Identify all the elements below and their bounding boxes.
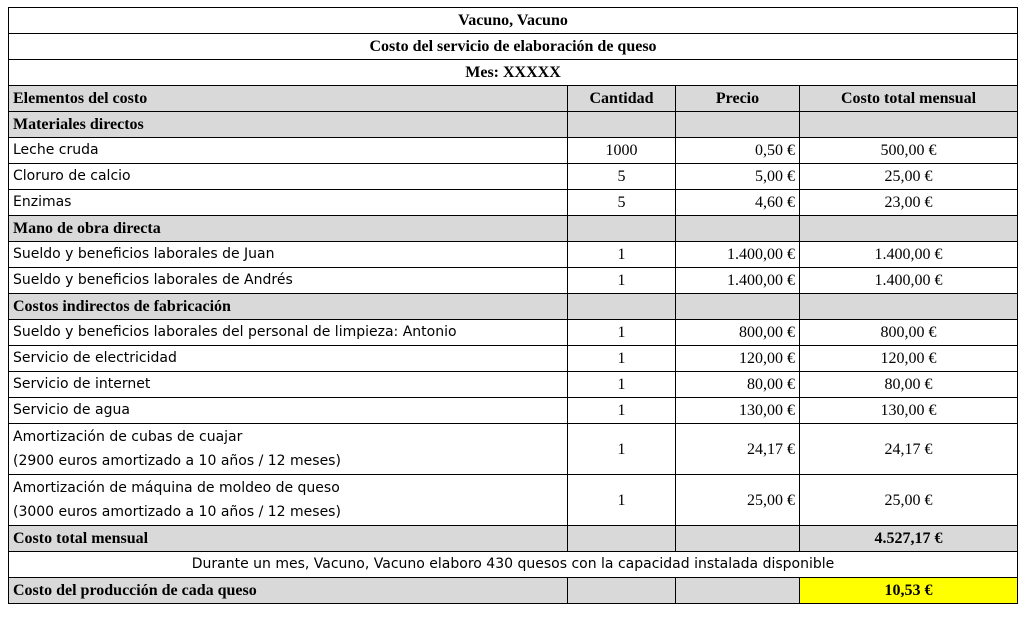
table-row bbox=[9, 346, 1018, 372]
row-qty: 5 bbox=[568, 164, 676, 190]
row-label: Leche cruda bbox=[9, 138, 568, 164]
row-price: 1.400,00 € bbox=[676, 242, 800, 268]
row-price: 130,00 € bbox=[676, 398, 800, 424]
section-label: Mano de obra directa bbox=[9, 216, 568, 242]
row-total: 1.400,00 € bbox=[800, 242, 1018, 268]
row-label: Enzimas bbox=[9, 190, 568, 216]
production-note: Durante un mes, Vacuno, Vacuno elaboro 430 quesos con la capacidad instalada disponible bbox=[9, 552, 1018, 578]
row-qty: 5 bbox=[568, 190, 676, 216]
row-price: 24,17 € bbox=[676, 424, 800, 475]
row-total: 23,00 € bbox=[800, 190, 1018, 216]
section-materials bbox=[9, 112, 1018, 138]
row-qty: 1 bbox=[568, 346, 676, 372]
total-label: Costo total mensual bbox=[9, 526, 568, 552]
unit-cost-row bbox=[9, 578, 1018, 604]
total-row bbox=[9, 526, 1018, 552]
row-qty: 1 bbox=[568, 398, 676, 424]
row-price: 5,00 € bbox=[676, 164, 800, 190]
section-labor bbox=[9, 216, 1018, 242]
header-price: Precio bbox=[676, 86, 800, 112]
row-qty: 1000 bbox=[568, 138, 676, 164]
row-price: 25,00 € bbox=[676, 475, 800, 526]
row-total: 24,17 € bbox=[800, 424, 1018, 475]
table-row bbox=[9, 424, 1018, 475]
total-value: 4.527,17 € bbox=[800, 526, 1018, 552]
header-row bbox=[9, 86, 1018, 112]
row-label: Amortización de cubas de cuajar bbox=[13, 429, 243, 445]
row-total: 500,00 € bbox=[800, 138, 1018, 164]
row-qty: 1 bbox=[568, 320, 676, 346]
title-company: Vacuno, Vacuno bbox=[9, 8, 1018, 34]
table-row bbox=[9, 268, 1018, 294]
row-label: Sueldo y beneficios laborales de Andrés bbox=[9, 268, 568, 294]
row-label-detail: (3000 euros amortizado a 10 años / 12 meses) bbox=[13, 504, 341, 520]
unit-cost-label: Costo del producción de cada queso bbox=[9, 578, 568, 604]
row-total: 80,00 € bbox=[800, 372, 1018, 398]
row-price: 800,00 € bbox=[676, 320, 800, 346]
row-label: Servicio de electricidad bbox=[9, 346, 568, 372]
table-row bbox=[9, 320, 1018, 346]
row-price: 4,60 € bbox=[676, 190, 800, 216]
section-label: Costos indirectos de fabricación bbox=[9, 294, 568, 320]
row-label: Servicio de internet bbox=[9, 372, 568, 398]
row-qty: 1 bbox=[568, 372, 676, 398]
row-price: 1.400,00 € bbox=[676, 268, 800, 294]
row-price: 0,50 € bbox=[676, 138, 800, 164]
note-row bbox=[9, 552, 1018, 578]
title-month: Mes: XXXXX bbox=[9, 60, 1018, 86]
table-row bbox=[9, 398, 1018, 424]
row-qty: 1 bbox=[568, 268, 676, 294]
table-row bbox=[9, 138, 1018, 164]
row-price: 120,00 € bbox=[676, 346, 800, 372]
header-qty: Cantidad bbox=[568, 86, 676, 112]
row-qty: 1 bbox=[568, 424, 676, 475]
section-indirect bbox=[9, 294, 1018, 320]
row-total: 120,00 € bbox=[800, 346, 1018, 372]
table-row bbox=[9, 475, 1018, 526]
row-total: 25,00 € bbox=[800, 475, 1018, 526]
row-label: Sueldo y beneficios laborales del personal de limpieza: Antonio bbox=[9, 320, 568, 346]
row-price: 80,00 € bbox=[676, 372, 800, 398]
header-element: Elementos del costo bbox=[9, 86, 568, 112]
row-total: 130,00 € bbox=[800, 398, 1018, 424]
row-label-detail: (2900 euros amortizado a 10 años / 12 meses) bbox=[13, 453, 341, 469]
row-total: 800,00 € bbox=[800, 320, 1018, 346]
row-label: Cloruro de calcio bbox=[9, 164, 568, 190]
table-row bbox=[9, 372, 1018, 398]
section-label: Materiales directos bbox=[9, 112, 568, 138]
header-total: Costo total mensual bbox=[800, 86, 1018, 112]
unit-cost-value: 10,53 € bbox=[800, 578, 1018, 604]
row-qty: 1 bbox=[568, 242, 676, 268]
table-row bbox=[9, 164, 1018, 190]
row-label: Servicio de agua bbox=[9, 398, 568, 424]
title-subject: Costo del servicio de elaboración de queso bbox=[9, 34, 1018, 60]
table-row bbox=[9, 242, 1018, 268]
row-qty: 1 bbox=[568, 475, 676, 526]
row-label: Sueldo y beneficios laborales de Juan bbox=[9, 242, 568, 268]
table-row bbox=[9, 190, 1018, 216]
row-total: 1.400,00 € bbox=[800, 268, 1018, 294]
row-total: 25,00 € bbox=[800, 164, 1018, 190]
cost-table bbox=[8, 7, 1018, 604]
row-label: Amortización de máquina de moldeo de queso bbox=[13, 480, 340, 496]
